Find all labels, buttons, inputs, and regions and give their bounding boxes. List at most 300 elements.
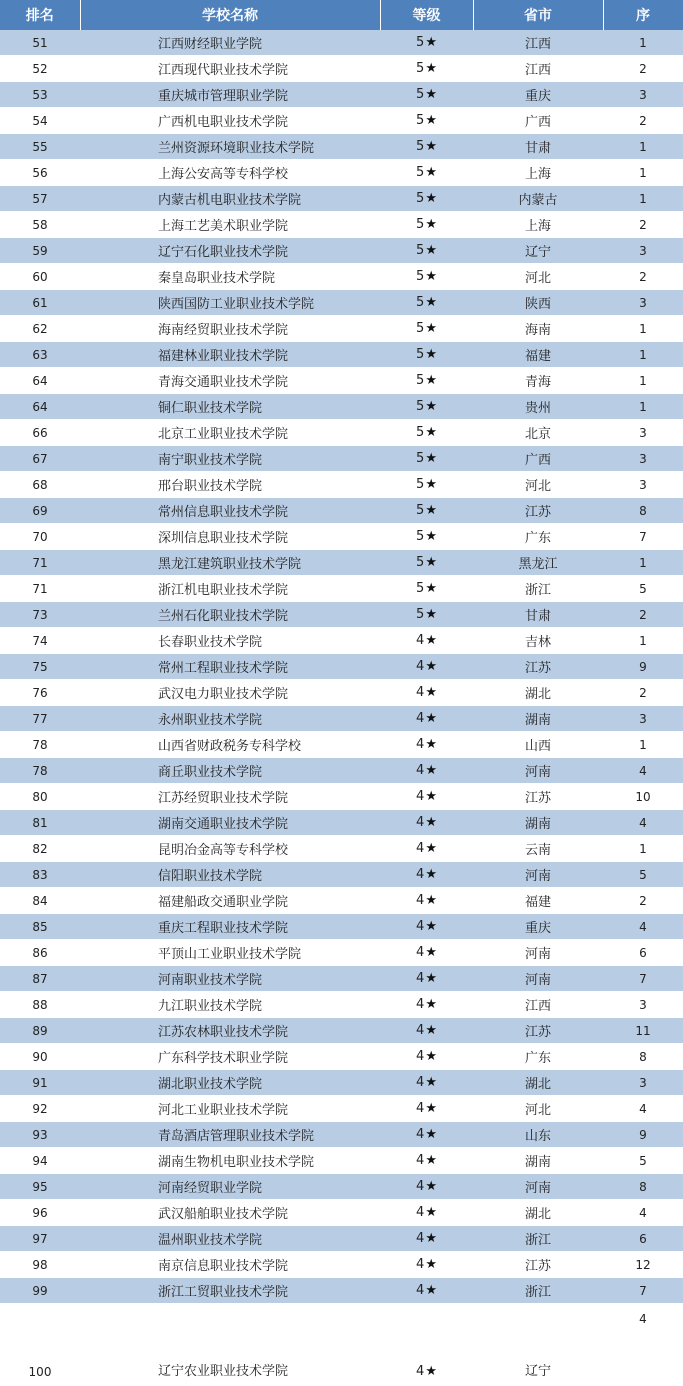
level-number: 5 [416, 35, 425, 50]
level-number: 5 [416, 581, 425, 596]
school-name-cell: 河北工业职业技术学院 [80, 1096, 380, 1122]
rank-cell: 66 [0, 420, 80, 446]
table-body [0, 30, 683, 1386]
level-cell [380, 394, 473, 420]
school-name-cell: 深圳信息职业技术学院 [80, 524, 380, 550]
level-cell [380, 1122, 473, 1148]
rank-cell: 69 [0, 498, 80, 524]
level-cell [380, 56, 473, 82]
table-row [0, 472, 683, 498]
header-province: 省市 [473, 0, 603, 30]
province-cell: 湖北 [473, 1200, 603, 1226]
school-name-cell: 湖北职业技术学院 [80, 1070, 380, 1096]
rank-cell: 75 [0, 654, 80, 680]
star-icon: ★ [425, 919, 437, 934]
level-number: 4 [416, 867, 425, 882]
rank-cell: 77 [0, 706, 80, 732]
rank-cell: 88 [0, 992, 80, 1018]
rank-cell: 52 [0, 56, 80, 82]
star-icon: ★ [425, 1075, 437, 1090]
level-number: 4 [416, 1364, 425, 1379]
province-cell: 吉林 [473, 628, 603, 654]
rank-cell: 51 [0, 30, 80, 56]
level-cell [380, 732, 473, 758]
rank-cell: 85 [0, 914, 80, 940]
level-number: 5 [416, 191, 425, 206]
table-row [0, 550, 683, 576]
school-name-cell: 山西省财政税务专科学校 [80, 732, 380, 758]
school-name-cell: 兰州资源环境职业技术学院 [80, 134, 380, 160]
province-cell: 浙江 [473, 1278, 603, 1304]
rank-cell: 58 [0, 212, 80, 238]
seq-cell: 5 [603, 576, 683, 602]
school-name-cell: 上海公安高等专科学校 [80, 160, 380, 186]
province-cell: 河南 [473, 1174, 603, 1200]
rank-cell: 87 [0, 966, 80, 992]
rank-cell: 56 [0, 160, 80, 186]
rank-cell: 54 [0, 108, 80, 134]
rank-cell: 71 [0, 576, 80, 602]
school-name-cell: 温州职业技术学院 [80, 1226, 380, 1252]
school-name-cell: 南京信息职业技术学院 [80, 1252, 380, 1278]
seq-cell: 1 [603, 160, 683, 186]
level-number: 5 [416, 217, 425, 232]
school-name-cell: 江苏农林职业技术学院 [80, 1018, 380, 1044]
seq-cell: 2 [603, 888, 683, 914]
school-name-cell: 福建船政交通职业学院 [80, 888, 380, 914]
level-cell [380, 784, 473, 810]
level-number: 4 [416, 1127, 425, 1142]
level-cell [380, 1226, 473, 1252]
level-number: 5 [416, 607, 425, 622]
school-name-cell: 江西财经职业学院 [80, 30, 380, 56]
level-cell [380, 160, 473, 186]
school-name-cell: 青海交通职业技术学院 [80, 368, 380, 394]
rank-cell: 57 [0, 186, 80, 212]
school-name-cell: 青岛酒店管理职业技术学院 [80, 1122, 380, 1148]
seq-cell: 4 [603, 1304, 683, 1386]
level-cell [380, 966, 473, 992]
province-cell: 青海 [473, 368, 603, 394]
table-row [0, 576, 683, 602]
province-cell: 北京 [473, 420, 603, 446]
table-header-row [0, 0, 683, 30]
level-number: 5 [416, 347, 425, 362]
level-cell [380, 602, 473, 628]
table-row [0, 134, 683, 160]
table-row [0, 238, 683, 264]
rank-cell: 100 [0, 1304, 80, 1386]
level-cell [380, 498, 473, 524]
school-name-cell: 湖南生物机电职业技术学院 [80, 1148, 380, 1174]
level-number: 5 [416, 503, 425, 518]
rank-cell: 94 [0, 1148, 80, 1174]
seq-cell: 3 [603, 290, 683, 316]
level-cell [380, 212, 473, 238]
star-icon: ★ [425, 295, 437, 310]
province-cell: 河北 [473, 264, 603, 290]
table-row [0, 1148, 683, 1174]
rank-cell: 53 [0, 82, 80, 108]
star-icon: ★ [425, 971, 437, 986]
header-rank: 排名 [0, 0, 80, 30]
school-name-cell: 辽宁农业职业技术学院 [80, 1304, 380, 1386]
seq-cell: 2 [603, 212, 683, 238]
province-cell: 重庆 [473, 82, 603, 108]
school-name-cell: 重庆城市管理职业学院 [80, 82, 380, 108]
level-number: 4 [416, 1153, 425, 1168]
level-number: 4 [416, 815, 425, 830]
table-row [0, 420, 683, 446]
star-icon: ★ [425, 1205, 437, 1220]
star-icon: ★ [425, 789, 437, 804]
table-row [0, 810, 683, 836]
star-icon: ★ [425, 1231, 437, 1246]
province-cell: 甘肃 [473, 134, 603, 160]
seq-cell: 3 [603, 420, 683, 446]
level-number: 4 [416, 633, 425, 648]
level-number: 4 [416, 893, 425, 908]
level-cell [380, 1018, 473, 1044]
table-row [0, 1226, 683, 1252]
level-number: 4 [416, 1283, 425, 1298]
seq-cell: 8 [603, 498, 683, 524]
school-name-cell: 黑龙江建筑职业技术学院 [80, 550, 380, 576]
seq-cell: 1 [603, 30, 683, 56]
level-cell [380, 368, 473, 394]
level-number: 5 [416, 529, 425, 544]
seq-cell: 4 [603, 914, 683, 940]
star-icon: ★ [425, 87, 437, 102]
level-cell [380, 862, 473, 888]
table-row [0, 862, 683, 888]
star-icon: ★ [425, 529, 437, 544]
table-row [0, 1096, 683, 1122]
seq-cell: 5 [603, 862, 683, 888]
province-cell: 河南 [473, 758, 603, 784]
seq-cell: 1 [603, 836, 683, 862]
school-name-cell: 江苏经贸职业技术学院 [80, 784, 380, 810]
table-row [0, 1122, 683, 1148]
school-name-cell: 兰州石化职业技术学院 [80, 602, 380, 628]
star-icon: ★ [425, 61, 437, 76]
school-name-cell: 湖南交通职业技术学院 [80, 810, 380, 836]
province-cell: 辽宁 [473, 1304, 603, 1386]
level-number: 4 [416, 841, 425, 856]
province-cell: 山东 [473, 1122, 603, 1148]
table-row [0, 1174, 683, 1200]
level-cell [380, 628, 473, 654]
province-cell: 江西 [473, 30, 603, 56]
province-cell: 上海 [473, 212, 603, 238]
seq-cell: 6 [603, 1226, 683, 1252]
school-name-cell: 浙江机电职业技术学院 [80, 576, 380, 602]
star-icon: ★ [425, 1153, 437, 1168]
level-number: 5 [416, 139, 425, 154]
seq-cell: 9 [603, 654, 683, 680]
level-cell [380, 446, 473, 472]
seq-cell: 3 [603, 238, 683, 264]
province-cell: 河北 [473, 1096, 603, 1122]
star-icon: ★ [425, 763, 437, 778]
school-name-cell: 河南经贸职业学院 [80, 1174, 380, 1200]
table-row [0, 290, 683, 316]
school-name-cell: 武汉船舶职业技术学院 [80, 1200, 380, 1226]
seq-cell: 3 [603, 992, 683, 1018]
seq-cell: 2 [603, 602, 683, 628]
school-name-cell: 陕西国防工业职业技术学院 [80, 290, 380, 316]
rank-cell: 76 [0, 680, 80, 706]
seq-cell: 2 [603, 56, 683, 82]
rank-cell: 99 [0, 1278, 80, 1304]
seq-cell: 2 [603, 680, 683, 706]
star-icon: ★ [425, 737, 437, 752]
rank-cell: 71 [0, 550, 80, 576]
level-number: 4 [416, 659, 425, 674]
level-number: 4 [416, 763, 425, 778]
level-number: 4 [416, 1101, 425, 1116]
province-cell: 贵州 [473, 394, 603, 420]
seq-cell: 5 [603, 1148, 683, 1174]
level-cell [380, 134, 473, 160]
level-cell [380, 30, 473, 56]
province-cell: 上海 [473, 160, 603, 186]
rank-cell: 89 [0, 1018, 80, 1044]
level-number: 4 [416, 1205, 425, 1220]
province-cell: 广西 [473, 446, 603, 472]
province-cell: 浙江 [473, 1226, 603, 1252]
level-number: 4 [416, 919, 425, 934]
rank-cell: 63 [0, 342, 80, 368]
level-cell [380, 706, 473, 732]
school-name-cell: 福建林业职业技术学院 [80, 342, 380, 368]
star-icon: ★ [425, 1257, 437, 1272]
level-number: 5 [416, 477, 425, 492]
table-row [0, 836, 683, 862]
seq-cell: 3 [603, 706, 683, 732]
table-row [0, 368, 683, 394]
rank-cell: 97 [0, 1226, 80, 1252]
school-name-cell: 浙江工贸职业技术学院 [80, 1278, 380, 1304]
star-icon: ★ [425, 373, 437, 388]
table-row [0, 914, 683, 940]
star-icon: ★ [425, 243, 437, 258]
level-cell [380, 914, 473, 940]
school-name-cell: 九江职业技术学院 [80, 992, 380, 1018]
level-number: 5 [416, 165, 425, 180]
seq-cell: 1 [603, 342, 683, 368]
star-icon: ★ [425, 1127, 437, 1142]
school-name-cell: 常州信息职业技术学院 [80, 498, 380, 524]
school-name-cell: 上海工艺美术职业学院 [80, 212, 380, 238]
level-number: 5 [416, 61, 425, 76]
star-icon: ★ [425, 35, 437, 50]
school-name-cell: 邢台职业技术学院 [80, 472, 380, 498]
province-cell: 海南 [473, 316, 603, 342]
table-row [0, 316, 683, 342]
star-icon: ★ [425, 633, 437, 648]
table-row [0, 394, 683, 420]
province-cell: 福建 [473, 888, 603, 914]
school-name-cell: 南宁职业技术学院 [80, 446, 380, 472]
province-cell: 山西 [473, 732, 603, 758]
star-icon: ★ [425, 399, 437, 414]
star-icon: ★ [425, 113, 437, 128]
rank-cell: 92 [0, 1096, 80, 1122]
table-row [0, 212, 683, 238]
province-cell: 河南 [473, 940, 603, 966]
level-cell [380, 1096, 473, 1122]
school-name-cell: 秦皇岛职业技术学院 [80, 264, 380, 290]
level-cell [380, 1070, 473, 1096]
star-icon: ★ [425, 1023, 437, 1038]
level-cell [380, 264, 473, 290]
table-row [0, 628, 683, 654]
level-number: 5 [416, 399, 425, 414]
rank-cell: 83 [0, 862, 80, 888]
level-number: 4 [416, 1231, 425, 1246]
seq-cell: 1 [603, 394, 683, 420]
province-cell: 江苏 [473, 498, 603, 524]
province-cell: 浙江 [473, 576, 603, 602]
seq-cell: 7 [603, 966, 683, 992]
school-name-cell: 武汉电力职业技术学院 [80, 680, 380, 706]
star-icon: ★ [425, 503, 437, 518]
province-cell: 重庆 [473, 914, 603, 940]
province-cell: 湖南 [473, 810, 603, 836]
province-cell: 河南 [473, 966, 603, 992]
table-row [0, 82, 683, 108]
level-number: 4 [416, 1023, 425, 1038]
level-cell [380, 992, 473, 1018]
header-level: 等级 [380, 0, 473, 30]
rank-cell: 82 [0, 836, 80, 862]
seq-cell: 4 [603, 1200, 683, 1226]
seq-cell: 2 [603, 108, 683, 134]
level-cell [380, 524, 473, 550]
seq-cell: 9 [603, 1122, 683, 1148]
level-cell [380, 1200, 473, 1226]
school-name-cell: 广东科学技术职业学院 [80, 1044, 380, 1070]
rank-cell: 86 [0, 940, 80, 966]
rank-cell: 64 [0, 368, 80, 394]
level-cell [380, 1148, 473, 1174]
level-number: 4 [416, 1049, 425, 1064]
star-icon: ★ [425, 425, 437, 440]
school-name-cell: 信阳职业技术学院 [80, 862, 380, 888]
level-cell [380, 472, 473, 498]
table-row [0, 56, 683, 82]
rank-cell: 84 [0, 888, 80, 914]
table-row [0, 888, 683, 914]
table-row [0, 680, 683, 706]
school-name-cell: 长春职业技术学院 [80, 628, 380, 654]
level-cell [380, 940, 473, 966]
level-cell [380, 836, 473, 862]
level-cell [380, 810, 473, 836]
level-cell [380, 316, 473, 342]
seq-cell: 1 [603, 186, 683, 212]
level-number: 5 [416, 269, 425, 284]
star-icon: ★ [425, 451, 437, 466]
seq-cell: 10 [603, 784, 683, 810]
star-icon: ★ [425, 607, 437, 622]
rank-cell: 96 [0, 1200, 80, 1226]
rank-cell: 95 [0, 1174, 80, 1200]
table-row [0, 30, 683, 56]
table-row [0, 524, 683, 550]
table-row [0, 498, 683, 524]
school-name-cell: 河南职业技术学院 [80, 966, 380, 992]
rank-cell: 55 [0, 134, 80, 160]
table-row [0, 264, 683, 290]
star-icon: ★ [425, 1283, 437, 1298]
table-row [0, 706, 683, 732]
table-row [0, 1200, 683, 1226]
province-cell: 陕西 [473, 290, 603, 316]
school-name-cell: 辽宁石化职业技术学院 [80, 238, 380, 264]
province-cell: 甘肃 [473, 602, 603, 628]
level-number: 5 [416, 373, 425, 388]
rank-cell: 62 [0, 316, 80, 342]
star-icon: ★ [425, 1179, 437, 1194]
province-cell: 黑龙江 [473, 550, 603, 576]
level-number: 5 [416, 321, 425, 336]
seq-cell: 4 [603, 1096, 683, 1122]
rank-cell: 78 [0, 758, 80, 784]
level-cell [380, 108, 473, 134]
province-cell: 云南 [473, 836, 603, 862]
school-name-cell: 平顶山工业职业技术学院 [80, 940, 380, 966]
level-number: 4 [416, 737, 425, 752]
province-cell: 江西 [473, 992, 603, 1018]
rank-cell: 68 [0, 472, 80, 498]
star-icon: ★ [425, 1364, 437, 1379]
seq-cell: 3 [603, 472, 683, 498]
rank-cell: 93 [0, 1122, 80, 1148]
rank-cell: 60 [0, 264, 80, 290]
province-cell: 江苏 [473, 1252, 603, 1278]
level-number: 4 [416, 945, 425, 960]
star-icon: ★ [425, 347, 437, 362]
level-number: 5 [416, 555, 425, 570]
seq-cell: 7 [603, 524, 683, 550]
star-icon: ★ [425, 945, 437, 960]
star-icon: ★ [425, 659, 437, 674]
seq-cell: 6 [603, 940, 683, 966]
seq-cell: 11 [603, 1018, 683, 1044]
rank-cell: 61 [0, 290, 80, 316]
seq-cell: 8 [603, 1174, 683, 1200]
table-row [0, 966, 683, 992]
level-cell [380, 654, 473, 680]
table-row [0, 1070, 683, 1096]
table-row [0, 784, 683, 810]
table-row [0, 732, 683, 758]
level-number: 4 [416, 789, 425, 804]
seq-cell: 2 [603, 264, 683, 290]
level-number: 4 [416, 1075, 425, 1090]
star-icon: ★ [425, 139, 437, 154]
table-row [0, 758, 683, 784]
province-cell: 福建 [473, 342, 603, 368]
province-cell: 广东 [473, 1044, 603, 1070]
level-number: 5 [416, 425, 425, 440]
rank-cell: 64 [0, 394, 80, 420]
level-number: 4 [416, 1257, 425, 1272]
level-number: 5 [416, 243, 425, 258]
level-cell [380, 1252, 473, 1278]
